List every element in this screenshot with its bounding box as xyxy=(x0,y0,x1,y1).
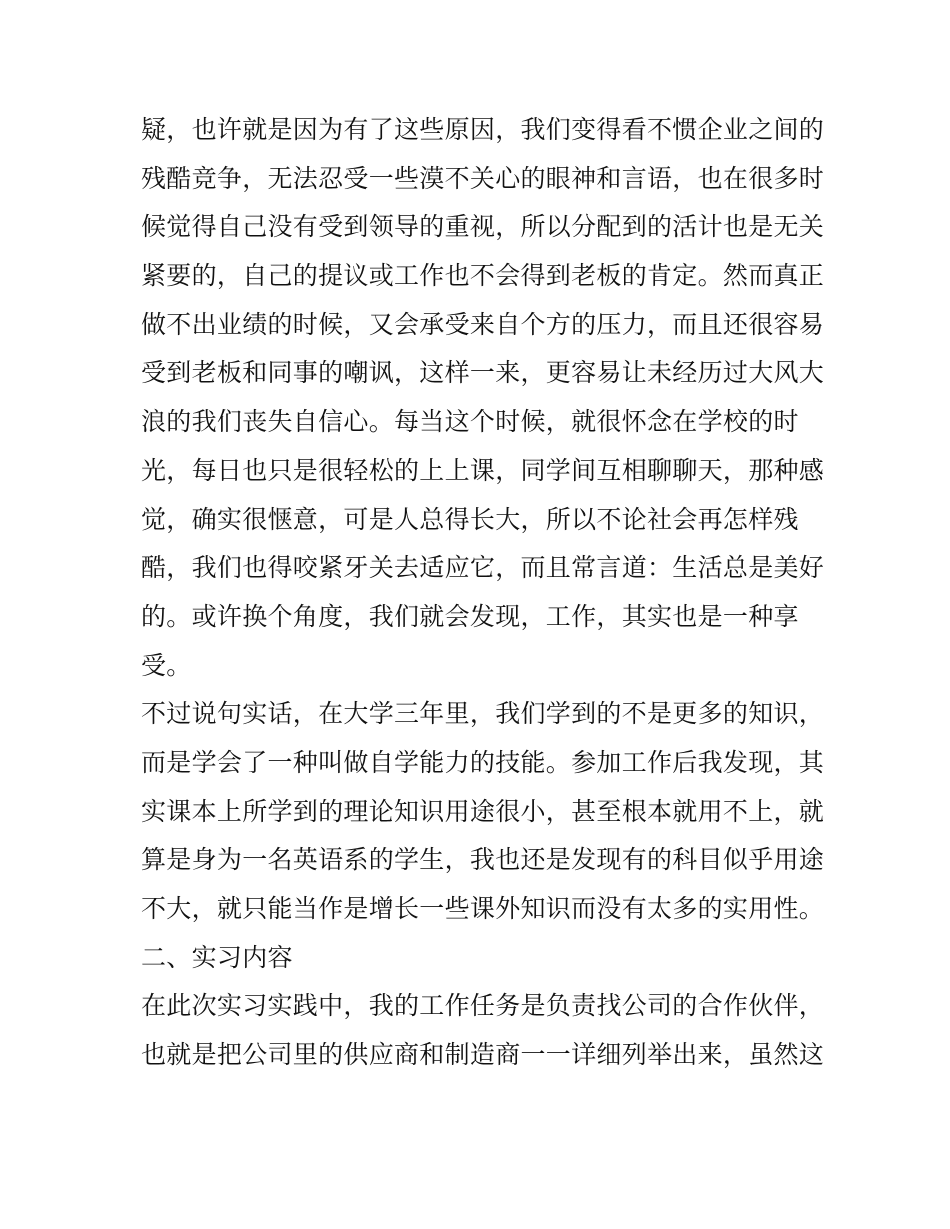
text-line: 觉，确实很惬意，可是人总得长大，所以不论社会再怎样残 xyxy=(141,504,799,534)
text-line: 浪的我们丧失自信心。每当这个时候，就很怀念在学校的时 xyxy=(141,407,799,437)
text-line: 实课本上所学到的理论知识用途很小，甚至根本就用不上，就 xyxy=(141,796,825,826)
text-line: 疑，也许就是因为有了这些原因，我们变得看不惯企业之间的 xyxy=(141,115,825,144)
document-body xyxy=(141,106,825,1080)
paragraph-start-line: 不过说句实话，在大学三年里，我们学到的不是更多的知识， xyxy=(141,699,825,729)
text-line: 做不出业绩的时候，又会承受来自个方的压力，而且还很容易 xyxy=(141,309,825,339)
text-line: 的。或许换个角度，我们就会发现，工作，其实也是一种享 xyxy=(141,601,799,631)
text-line: 光，每日也只是很轻松的上上课，同学间互相聊聊天，那种感 xyxy=(141,455,825,485)
text-line: 算是身为一名英语系的学生，我也还是发现有的科目似乎用途 xyxy=(141,845,825,875)
paragraph-start-line: 在此次实习实践中，我的工作任务是负责找公司的合作伙伴， xyxy=(141,991,825,1021)
text-line: 候觉得自己没有受到领导的重视，所以分配到的活计也是无关 xyxy=(141,212,825,242)
text-line: 受。 xyxy=(141,650,192,680)
text-line: 而是学会了一种叫做自学能力的技能。参加工作后我发现，其 xyxy=(141,747,825,777)
section-heading: 二、实习内容 xyxy=(141,942,293,972)
text-line: 酷，我们也得咬紧牙关去适应它，而且常言道：生活总是美好 xyxy=(141,553,825,583)
text-line: 受到老板和同事的嘲讽，这样一来，更容易让未经历过大风大 xyxy=(141,358,825,388)
text-line: 不大，就只能当作是增长一些课外知识而没有太多的实用性。 xyxy=(141,894,825,923)
text-line: 也就是把公司里的供应商和制造商一一详细列举出来，虽然这 xyxy=(141,1040,825,1070)
text-line: 紧要的，自己的提议或工作也不会得到老板的肯定。然而真正 xyxy=(141,261,825,291)
text-line: 残酷竞争，无法忍受一些漠不关心的眼神和言语，也在很多时 xyxy=(141,163,825,193)
